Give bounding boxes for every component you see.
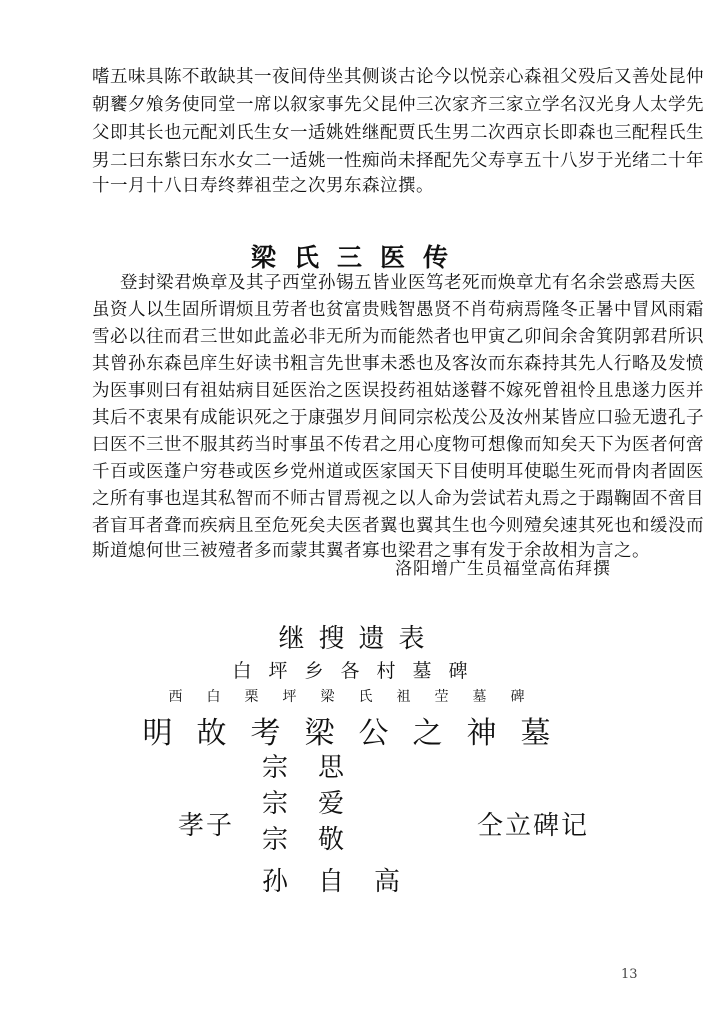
body-line: 虽资人以生固所谓烦且劳者也贫富贵贱智愚贤不肖苟病焉隆冬正暑中冒风雨霜 [92, 300, 704, 320]
erected-by-label: 仝立碑记 [477, 811, 590, 841]
intro-line: 嗜五味具陈不敢缺其一夜间侍坐其侧谈古论今以悦亲心森祖父殁后又善处昆仲 [92, 67, 704, 87]
intro-line: 十一月十八日寿终葬祖茔之次男东森泣撰。 [92, 176, 434, 196]
descendant-name: 宗爱 [262, 789, 375, 819]
body-line: 斯道熄何世三被殪者多而蒙其翼者寡也梁君之事有发于余故相为言之。 [92, 541, 650, 561]
section-title: 梁氏三医传 [250, 243, 466, 272]
body-line: 雪必以往而君三世如此盖必非无所为而能然者也甲寅乙卯间余舍箕阴郭君所识 [92, 327, 704, 347]
descendant-names [262, 750, 430, 900]
body-line: 千百或医蓬户穷巷或医乡党州道或医家国天下目使明耳使聪生死而骨肉者固医 [92, 462, 704, 482]
body-line: 者盲耳者聋而疾病且至危死矣夫医者翼也翼其生也今则殪矣速其死也和缓没而 [92, 516, 704, 536]
body-line: 登封梁君焕章及其子西堂孙锡五皆业医笃老死而焕章尤有名余尝惑焉夫医 [120, 273, 696, 293]
stele-caption: 西白栗坪梁氏祖茔墓碑 [168, 689, 549, 705]
intro-line: 男二曰东紫曰东水女二一适姚一性痴尚未择配先父寿享五十八岁于光绪二十年 [92, 151, 704, 171]
descendant-name: 宗思 [262, 753, 375, 783]
body-line: 为医事则曰有祖姑病目延医治之医误投药祖姑遂瞽不嫁死曾祖怜且患遂力医并 [92, 381, 704, 401]
descendant-name: 宗敬 [262, 825, 375, 855]
filial-sons-label: 孝子 [178, 811, 235, 841]
body-line: 其曾孙东森邑庠生好读书粗言先世事未悉也及客汝而东森持其先人行略及发愤 [92, 354, 704, 374]
page-number: 13 [621, 967, 638, 982]
author-signature: 洛阳增广生员福堂高佑拜撰 [395, 559, 611, 579]
intro-line: 父即其长也元配刘氏生女一适姚姓继配贾氏生男二次西京长即森也三配程氏生 [92, 123, 704, 143]
body-line: 曰医不三世不服其药当时事虽不传君之用心度物可想像而知矣天下为医者何啻 [92, 435, 704, 455]
intro-line: 朝饔夕飧务使同堂一席以叙家事先父昆仲三次家齐三家立学名汉光身人太学先 [92, 95, 704, 115]
tomb-inscription: 明故考梁公之神墓 [142, 716, 575, 751]
descendant-name: 孙自高 [262, 867, 431, 897]
stele-subtitle: 白坪乡各村墓碑 [232, 660, 485, 682]
body-line: 之所有事也逞其私智而不师古冒焉视之以人命为尝试若丸焉之于蹋鞠固不啻目 [92, 489, 704, 509]
stele-section-title: 继搜遗表 [278, 624, 439, 654]
body-line: 其后不衷果有成能识死之于康强岁月间同宗松茂公及汝州某皆应口验无遗孔子 [92, 408, 704, 428]
